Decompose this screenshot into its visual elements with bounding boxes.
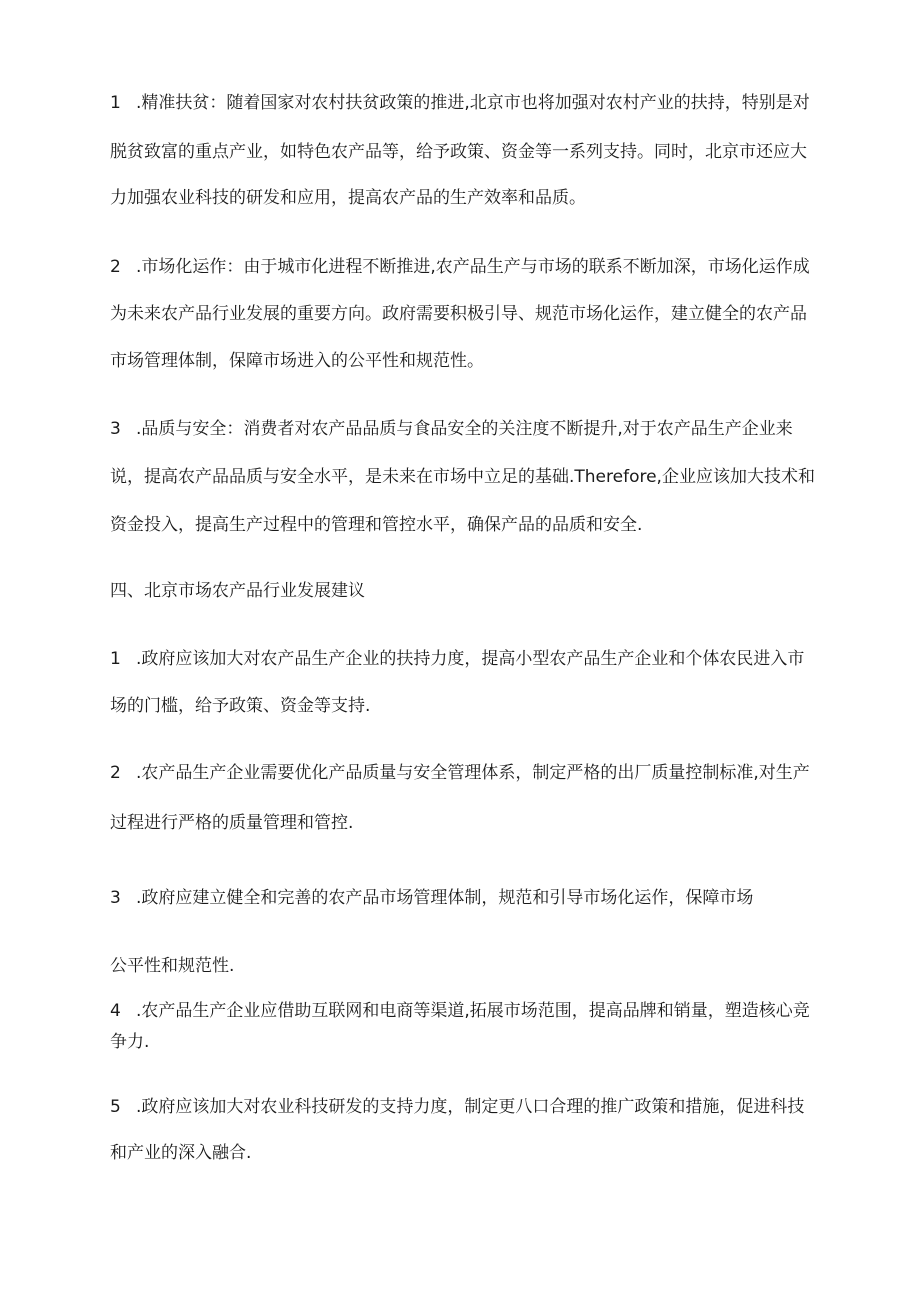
item-number: 2 [110, 257, 121, 277]
item-number: 4 [110, 1001, 121, 1021]
item-text: .政府应建立健全和完善的农产品市场管理体制，规范和引导市场化运作，保障市场 [136, 888, 754, 908]
paragraph-line: 脱贫致富的重点产业，如特色农产品等，给予政策、资金等一系列支持。同时，北京市还应大 [110, 142, 807, 162]
item-text: .政府应该加大对农业科技研发的支持力度，制定更八口合理的推广政策和措施，促进科技 [136, 1097, 805, 1117]
paragraph-line: 争力. [110, 1032, 150, 1052]
paragraph-line [110, 1000, 825, 1022]
item-text: .农产品生产企业需要优化产品质量与安全管理体系，制定严格的出厂质量控制标准,对生产 [136, 763, 810, 783]
item-text: .品质与安全：消费者对农产品品质与食品安全的关注度不断提升,对于农产品生产企业来 [136, 419, 793, 439]
paragraph-line [110, 648, 825, 670]
paragraph-line: 为未来农产品行业发展的重要方向。政府需要积极引导、规范市场化运作，建立健全的农产品 [110, 304, 807, 324]
paragraph-line: 市场管理体制，保障市场进入的公平性和规范性。 [110, 351, 484, 371]
paragraph-line [110, 256, 825, 278]
paragraph-line [110, 762, 825, 784]
paragraph-line [110, 418, 825, 440]
paragraph-line [110, 1096, 825, 1118]
item-text: .精准扶贫：随着国家对农村扶贫政策的推进,北京市也将加强对农村产业的扶持，特别是对 [136, 93, 810, 113]
item-text: .农产品生产企业应借助互联网和电商等渠道,拓展市场范围，提高品牌和销量，塑造核心竞 [136, 1001, 810, 1021]
paragraph-line [110, 92, 825, 114]
paragraph-line: 公平性和规范性. [110, 956, 235, 976]
item-text: .政府应该加大对农产品生产企业的扶持力度，提高小型农产品生产企业和个体农民进入市 [136, 649, 805, 669]
paragraph-line: 场的门槛，给予政策、资金等支持. [110, 696, 371, 716]
item-number: 5 [110, 1097, 121, 1117]
paragraph-line: 力加强农业科技的研发和应用，提高农产品的生产效率和品质。 [110, 188, 586, 208]
item-number: 3 [110, 888, 121, 908]
item-number: 2 [110, 763, 121, 783]
paragraph-line: 说，提高农产品品质与安全水平，是未来在市场中立足的基础.Therefore,企业应该加大技术和 [110, 467, 815, 487]
paragraph-line [110, 887, 825, 909]
item-text: .市场化运作：由于城市化进程不断推进,农产品生产与市场的联系不断加深，市场化运作成 [136, 257, 810, 277]
item-number: 1 [110, 93, 121, 113]
item-number: 1 [110, 649, 121, 669]
paragraph-line: 和产业的深入融合. [110, 1143, 252, 1163]
item-number: 3 [110, 419, 121, 439]
section-heading: 四、北京市场农产品行业发展建议 [110, 581, 365, 601]
paragraph-line: 资金投入，提高生产过程中的管理和管控水平，确保产品的品质和安全. [110, 515, 643, 535]
paragraph-line: 过程进行严格的质量管理和管控. [110, 813, 354, 833]
